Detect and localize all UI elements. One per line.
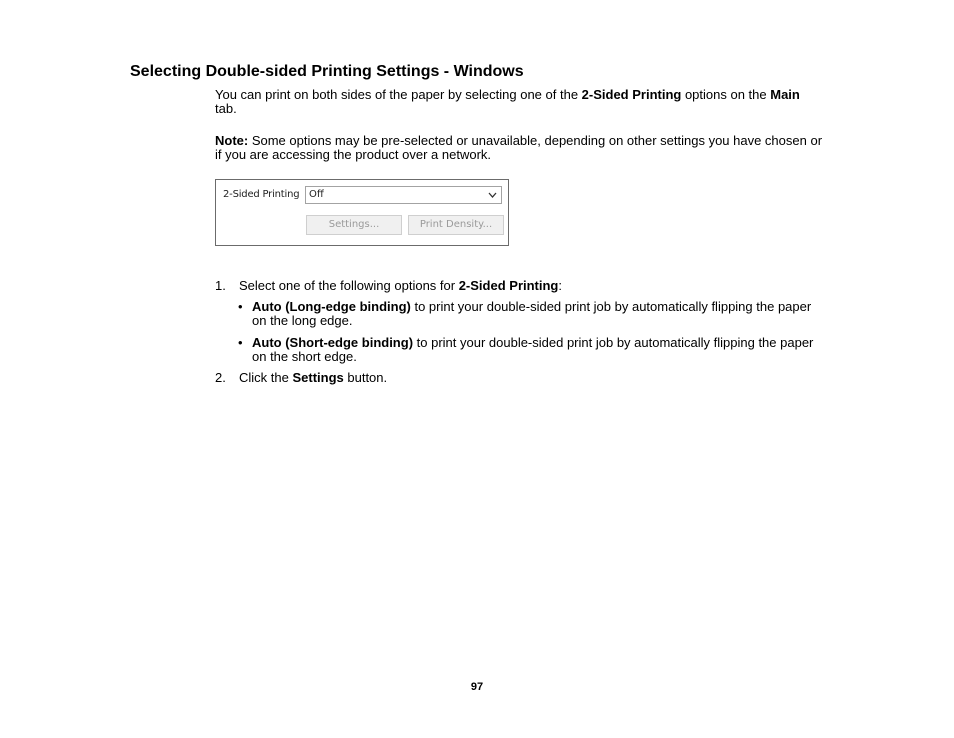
settings-button[interactable]: Settings... [306,215,402,235]
two-sided-printing-dialog-screenshot [215,179,509,246]
bullet-text [252,336,824,364]
step-text-lead: Click the [239,370,293,385]
intro-text-mid: options on the [681,87,771,102]
bullet-text [252,300,824,328]
step-bold-2-sided-printing: 2-Sided Printing [458,278,559,293]
bullet-marker: • [238,299,243,314]
step-number: 1. [215,278,226,293]
step-text-after: : [558,278,562,293]
two-sided-printing-select[interactable] [305,186,502,204]
bullet-desc: to print your double-sided print job by automatically flipping the paper on the long edge. [252,299,812,328]
section-title: Selecting Double-sided Printing Settings - Windows [130,63,524,80]
print-density-button[interactable]: Print Density... [408,215,504,235]
bullet-desc: to print your double-sided print job by automatically flipping the paper on the short edge. [252,335,814,364]
step-text-lead: Select one of the following options for [239,278,459,293]
note-text: Some options may be pre-selected or unavailable, depending on other settings you have chosen or if you are accessing the product over a network. [215,133,823,162]
page-number: 97 [470,681,484,693]
note-paragraph [215,134,825,162]
step-bold-settings: Settings [292,370,344,385]
two-sided-printing-label: 2-Sided Printing [223,189,300,200]
bullet-marker: • [238,335,243,350]
intro-bold-main: Main [770,87,800,102]
intro-bold-2-sided-printing: 2-Sided Printing [581,87,682,102]
two-sided-printing-selected-value: Off [309,189,324,200]
note-label: Note: [215,133,249,148]
step-text [239,279,562,293]
intro-text: You can print on both sides of the paper by selecting one of the [215,87,582,102]
step-number: 2. [215,370,226,385]
bullet-bold-short-edge: Auto (Short-edge binding) [252,335,414,350]
intro-paragraph [215,88,825,116]
intro-text-end: tab. [215,101,237,116]
step-text [239,371,387,385]
step-text-after: button. [343,370,388,385]
bullet-bold-long-edge: Auto (Long-edge binding) [252,299,411,314]
chevron-down-icon [488,191,497,199]
